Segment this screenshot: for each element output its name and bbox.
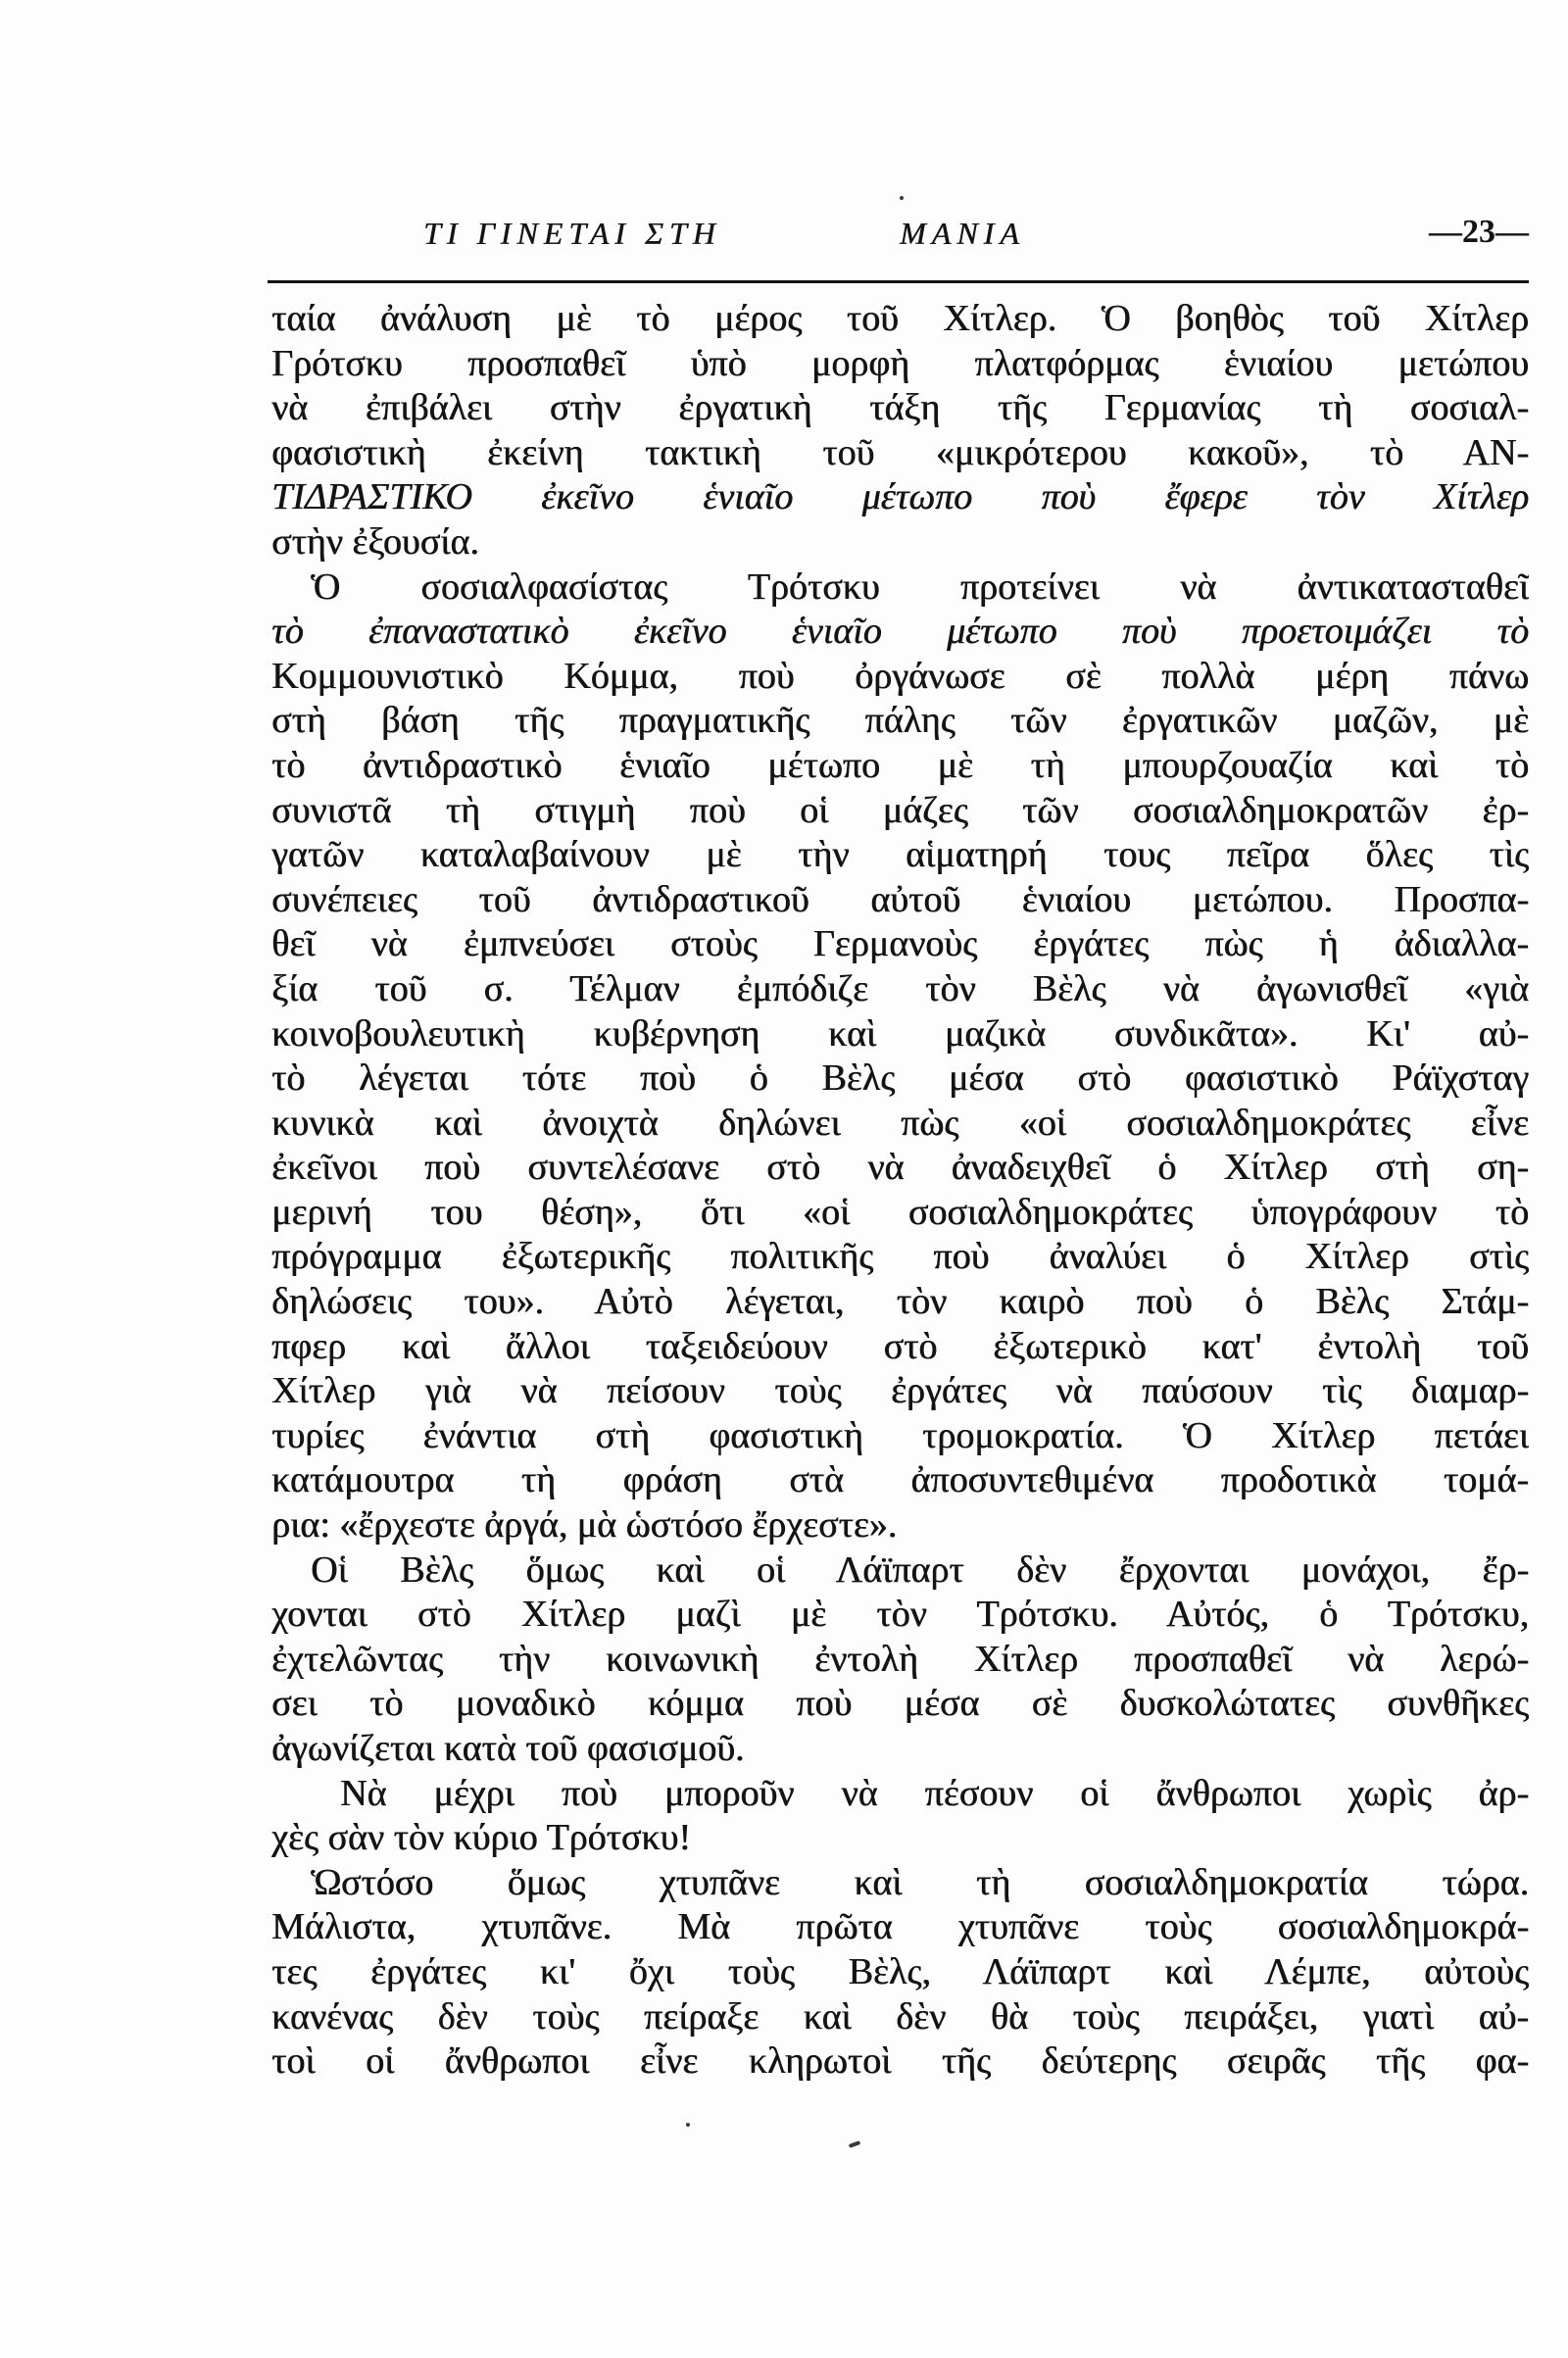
text-line: Ὡστόσο ὅμως χτυπᾶνε καὶ τὴ σοσιαλδημοκρατία τώρα. xyxy=(311,1861,1529,1903)
text-line: δηλώσεις του». Αὐτὸ λέγεται, τὸν καιρὸ ποὺ ὁ Βὲλς Στάμ- xyxy=(271,1281,1529,1323)
text-line: Κομμουνιστικὸ Κόμμα, ποὺ ὀργάνωσε σὲ πολλὰ μέρη πάνω xyxy=(271,655,1529,697)
text-line: κανένας δὲν τοὺς πείραξε καὶ δὲν θὰ τοὺς πειράξει, γιατὶ αὐ- xyxy=(271,1995,1529,2038)
text-line: Νὰ μέχρι ποὺ μποροῦν νὰ πέσουν οἱ ἄνθρωποι χωρὶς ἀρ- xyxy=(340,1772,1529,1814)
scan-speck xyxy=(849,2140,861,2148)
running-title-right: ΜΑΝΙΑ xyxy=(900,216,1025,251)
text-line: Χίτλερ γιὰ νὰ πείσουν τοὺς ἐργάτες νὰ παύσουν τὶς διαμαρ- xyxy=(271,1370,1529,1412)
text-line: συνέπειες τοῦ ἀντιδραστικοῦ αὐτοῦ ἑνιαίου μετώπου. Προσπα- xyxy=(271,878,1529,920)
body-text xyxy=(271,297,1529,2085)
text-line: στὴν ἐξουσία. xyxy=(271,520,479,563)
text-line: τὸ λέγεται τότε ποὺ ὁ Βὲλς μέσα στὸ φασιστικὸ Ράϊχσταγ xyxy=(271,1057,1529,1100)
text-line: ξία τοῦ σ. Τέλμαν ἐμπόδιζε τὸν Βὲλς νὰ ἀγωνισθεῖ «γιὰ xyxy=(271,967,1529,1009)
text-line: κοινοβουλευτικὴ κυβέρνηση καὶ μαζικὰ συνδικᾶτα». Κι' αὐ- xyxy=(271,1012,1529,1055)
text-line: ταία ἀνάλυση μὲ τὸ μέρος τοῦ Χίτλερ. Ὁ βοηθὸς τοῦ Χίτλερ xyxy=(271,298,1529,339)
text-line: Οἱ Βὲλς ὅμως καὶ οἱ Λάϊπαρτ δὲν ἔρχονται μονάχοι, ἔρ- xyxy=(311,1548,1529,1591)
scan-speck xyxy=(686,2123,690,2127)
text-line: σει τὸ μοναδικὸ κόμμα ποὺ μέσα σὲ δυσκολώτατες συνθῆκες xyxy=(271,1683,1529,1725)
text-line: Ὁ σοσιαλφασίστας Τρότσκυ προτείνει νὰ ἀντικατασταθεῖ xyxy=(311,565,1529,608)
text-line: φασιστικὴ ἐκείνη τακτικὴ τοῦ «μικρότερου κακοῦ», τὸ ΑΝ- xyxy=(271,431,1529,473)
text-line: ἐκεῖνοι ποὺ συντελέσανε στὸ νὰ ἀναδειχθεῖ ὁ Χίτλερ στὴ ση- xyxy=(271,1147,1529,1189)
text-line: στὴ βάση τῆς πραγματικῆς πάλης τῶν ἐργατικῶν μαζῶν, μὲ xyxy=(271,700,1529,742)
text-line: τὸ ἐπαναστατικὸ ἐκεῖνο ἑνιαῖο μέτωπο ποὺ προετοιμάζει τὸ xyxy=(271,611,1529,653)
text-line: χὲς σὰν τὸν κύριο Τρότσκυ! xyxy=(271,1817,691,1859)
running-title-left: ΤΙ ΓΙΝΕΤΑΙ ΣΤΗ xyxy=(423,216,721,251)
text-line: γατῶν καταλαβαίνουν μὲ τὴν αἱματηρή τους πεῖρα ὅλες τὶς xyxy=(271,834,1529,876)
text-line: Μάλιστα, χτυπᾶνε. Μὰ πρῶτα χτυπᾶνε τοὺς σοσιαλδημοκρά- xyxy=(271,1906,1529,1948)
text-line: νὰ ἐπιβάλει στὴν ἐργατικὴ τάξη τῆς Γερμανίας τὴ σοσιαλ- xyxy=(271,387,1529,429)
text-line: ἀγωνίζεται κατὰ τοῦ φασισμοῦ. xyxy=(271,1728,745,1769)
text-line: Γρότσκυ προσπαθεῖ ὑπὸ μορφὴ πλατφόρμας ἑνιαίου μετώπου xyxy=(271,342,1529,384)
text-line: κατάμουτρα τὴ φράση στὰ ἀποσυντεθιμένα προδοτικὰ τομά- xyxy=(271,1459,1529,1501)
text-line: θεῖ νὰ ἐμπνεύσει στοὺς Γερμανοὺς ἐργάτες πὼς ἡ ἀδιαλλα- xyxy=(271,923,1529,965)
text-line: ρια: «ἔρχεστε ἀργά, μὰ ὡστόσο ἔρχεστε». xyxy=(271,1504,898,1547)
text-line: συνιστᾶ τὴ στιγμὴ ποὺ οἱ μάζες τῶν σοσιαλδημοκρατῶν ἐρ- xyxy=(271,789,1529,831)
text-line: τες ἐργάτες κι' ὄχι τοὺς Βὲλς, Λάϊπαρτ καὶ Λέμπε, αὐτοὺς xyxy=(271,1950,1529,1992)
text-line: τὸ ἀντιδραστικὸ ἑνιαῖο μέτωπο μὲ τὴ μπουρζουαζία καὶ τὸ xyxy=(271,744,1529,786)
scan-speck xyxy=(900,196,904,200)
text-line: πρόγραμμα ἐξωτερικῆς πολιτικῆς ποὺ ἀναλύει ὁ Χίτλερ στὶς xyxy=(271,1236,1529,1278)
text-line: τυρίες ἐνάντια στὴ φασιστικὴ τρομοκρατία. Ὁ Χίτλερ πετάει xyxy=(271,1414,1529,1456)
text-line: κυνικὰ καὶ ἀνοιχτὰ δηλώνει πὼς «οἱ σοσιαλδημοκράτες εἶνε xyxy=(271,1102,1529,1144)
page-number: —23— xyxy=(1429,214,1529,250)
text-line: ἐχτελῶντας τὴν κοινωνικὴ ἐντολὴ Χίτλερ προσπαθεῖ νὰ λερώ- xyxy=(271,1638,1529,1680)
text-line: πφερ καὶ ἄλλοι ταξειδεύουν στὸ ἐξωτερικὸ κατ' ἐντολὴ τοῦ xyxy=(271,1325,1529,1367)
text-line: ΤΙΔΡΑΣΤΙΚΟ ἐκεῖνο ἑνιαῖο μέτωπο ποὺ ἔφερε τὸν Χίτλερ xyxy=(271,476,1529,518)
text-line: μερινή του θέση», ὅτι «οἱ σοσιαλδημοκράτες ὑπογράφουν τὸ xyxy=(271,1191,1529,1233)
text-line: χονται στὸ Χίτλερ μαζὶ μὲ τὸν Τρότσκυ. Αὐτός, ὁ Τρότσκυ, xyxy=(271,1594,1529,1636)
text-line: τοὶ οἱ ἄνθρωποι εἶνε κληρωτοὶ τῆς δεύτερης σειρᾶς τῆς φα- xyxy=(271,2040,1529,2083)
header-rule xyxy=(268,280,1529,283)
